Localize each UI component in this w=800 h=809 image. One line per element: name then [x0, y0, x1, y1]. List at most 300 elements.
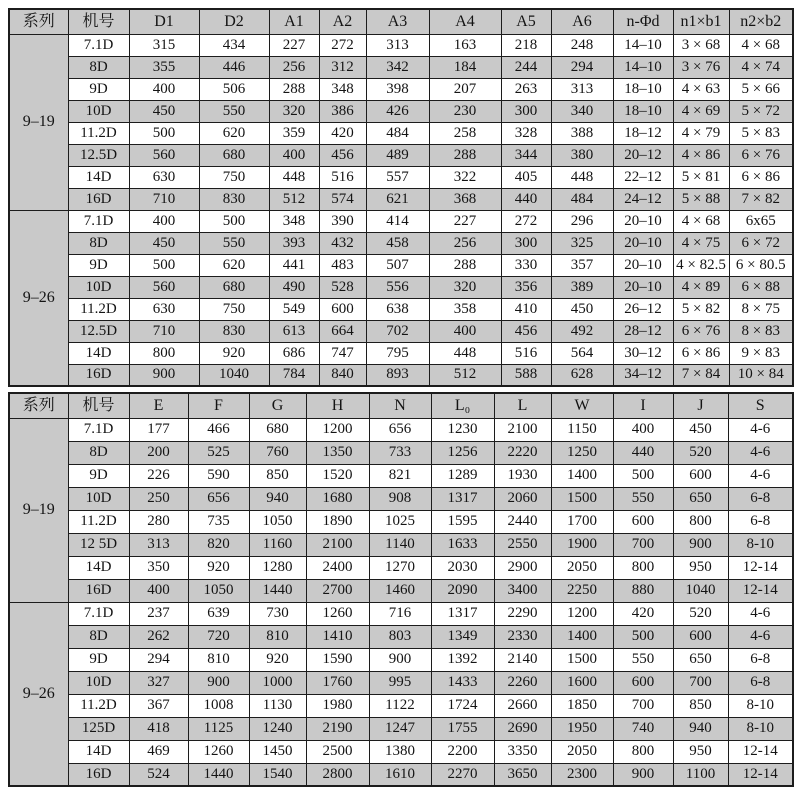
- value-cell: 448: [551, 166, 613, 188]
- column-header: H: [306, 393, 369, 418]
- value-cell: 2140: [494, 648, 551, 671]
- value-cell: 1040: [673, 579, 728, 602]
- value-cell: 6-8: [728, 671, 793, 694]
- value-cell: 850: [249, 464, 306, 487]
- value-cell: 1317: [431, 487, 494, 510]
- value-cell: 446: [199, 56, 269, 78]
- value-cell: 24–12: [613, 188, 673, 210]
- value-cell: 325: [551, 232, 613, 254]
- model-cell: 11.2D: [68, 694, 129, 717]
- table-row: [9, 717, 793, 740]
- value-cell: 2690: [494, 717, 551, 740]
- value-cell: 4-6: [728, 602, 793, 625]
- value-cell: 10 × 84: [729, 364, 793, 386]
- value-cell: 230: [429, 100, 501, 122]
- value-cell: 2550: [494, 533, 551, 556]
- value-cell: 390: [319, 210, 366, 232]
- value-cell: 1130: [249, 694, 306, 717]
- value-cell: 280: [129, 510, 188, 533]
- value-cell: 5 × 83: [729, 122, 793, 144]
- value-cell: 450: [129, 100, 199, 122]
- value-cell: 1850: [551, 694, 613, 717]
- column-header: L: [494, 393, 551, 418]
- value-cell: 1025: [369, 510, 431, 533]
- value-cell: 420: [613, 602, 673, 625]
- value-cell: 6 × 86: [673, 342, 729, 364]
- value-cell: 207: [429, 78, 501, 100]
- value-cell: 20–10: [613, 254, 673, 276]
- value-cell: 1260: [306, 602, 369, 625]
- value-cell: 5 × 88: [673, 188, 729, 210]
- value-cell: 686: [269, 342, 319, 364]
- table-row: [9, 625, 793, 648]
- value-cell: 638: [366, 298, 429, 320]
- value-cell: 348: [319, 78, 366, 100]
- value-cell: 710: [129, 188, 199, 210]
- value-cell: 2260: [494, 671, 551, 694]
- table-row: [9, 276, 793, 298]
- value-cell: 20–10: [613, 232, 673, 254]
- value-cell: 716: [369, 602, 431, 625]
- value-cell: 434: [199, 34, 269, 56]
- value-cell: 340: [551, 100, 613, 122]
- value-cell: 450: [551, 298, 613, 320]
- table-row: [9, 144, 793, 166]
- value-cell: 5 × 81: [673, 166, 729, 188]
- value-cell: 1317: [431, 602, 494, 625]
- value-cell: 414: [366, 210, 429, 232]
- model-cell: 8D: [68, 56, 129, 78]
- value-cell: 357: [551, 254, 613, 276]
- column-header: N: [369, 393, 431, 418]
- value-cell: 398: [366, 78, 429, 100]
- value-cell: 448: [429, 342, 501, 364]
- value-cell: 600: [673, 464, 728, 487]
- value-cell: 400: [269, 144, 319, 166]
- value-cell: 20–10: [613, 276, 673, 298]
- value-cell: 1633: [431, 533, 494, 556]
- value-cell: 20–10: [613, 210, 673, 232]
- value-cell: 1760: [306, 671, 369, 694]
- value-cell: 1680: [306, 487, 369, 510]
- model-cell: 12 5D: [68, 533, 129, 556]
- value-cell: 4-6: [728, 418, 793, 441]
- model-cell: 8D: [68, 441, 129, 464]
- column-header: D1: [129, 9, 199, 34]
- value-cell: 1440: [249, 579, 306, 602]
- value-cell: 4-6: [728, 464, 793, 487]
- value-cell: 920: [188, 556, 249, 579]
- value-cell: 1250: [551, 441, 613, 464]
- model-cell: 9D: [68, 648, 129, 671]
- value-cell: 4 × 68: [729, 34, 793, 56]
- model-cell: 125D: [68, 717, 129, 740]
- value-cell: 400: [613, 418, 673, 441]
- value-cell: 6 × 72: [729, 232, 793, 254]
- value-cell: 574: [319, 188, 366, 210]
- column-header: L₀: [431, 393, 494, 418]
- value-cell: 163: [429, 34, 501, 56]
- column-header: A4: [429, 9, 501, 34]
- series-label: 9–19: [9, 418, 68, 602]
- value-cell: 6-8: [728, 648, 793, 671]
- value-cell: 557: [366, 166, 429, 188]
- series-label: 9–19: [9, 34, 68, 210]
- value-cell: 2060: [494, 487, 551, 510]
- value-cell: 1500: [551, 648, 613, 671]
- value-cell: 1450: [249, 740, 306, 763]
- value-cell: 1140: [369, 533, 431, 556]
- value-cell: 500: [613, 625, 673, 648]
- value-cell: 621: [366, 188, 429, 210]
- header-row: [9, 393, 793, 418]
- value-cell: 2090: [431, 579, 494, 602]
- value-cell: 730: [249, 602, 306, 625]
- model-cell: 10D: [68, 276, 129, 298]
- value-cell: 1400: [551, 464, 613, 487]
- value-cell: 940: [673, 717, 728, 740]
- table-row: [9, 166, 793, 188]
- value-cell: 400: [429, 320, 501, 342]
- table-row: [9, 342, 793, 364]
- value-cell: 250: [129, 487, 188, 510]
- value-cell: 1600: [551, 671, 613, 694]
- value-cell: 300: [501, 100, 551, 122]
- value-cell: 1980: [306, 694, 369, 717]
- value-cell: 356: [501, 276, 551, 298]
- value-cell: 294: [129, 648, 188, 671]
- value-cell: 262: [129, 625, 188, 648]
- value-cell: 6 × 76: [673, 320, 729, 342]
- value-cell: 8-10: [728, 533, 793, 556]
- value-cell: 735: [188, 510, 249, 533]
- value-cell: 500: [129, 254, 199, 276]
- value-cell: 34–12: [613, 364, 673, 386]
- value-cell: 1950: [551, 717, 613, 740]
- model-cell: 9D: [68, 464, 129, 487]
- model-cell: 10D: [68, 100, 129, 122]
- value-cell: 680: [249, 418, 306, 441]
- value-cell: 263: [501, 78, 551, 100]
- value-cell: 2200: [431, 740, 494, 763]
- value-cell: 6 × 86: [729, 166, 793, 188]
- value-cell: 4 × 82.5: [673, 254, 729, 276]
- value-cell: 20–12: [613, 144, 673, 166]
- value-cell: 2030: [431, 556, 494, 579]
- value-cell: 750: [199, 166, 269, 188]
- model-cell: 16D: [68, 763, 129, 786]
- table-row: [9, 510, 793, 533]
- table-row: [9, 740, 793, 763]
- value-cell: 489: [366, 144, 429, 166]
- value-cell: 1610: [369, 763, 431, 786]
- value-cell: 2400: [306, 556, 369, 579]
- value-cell: 1280: [249, 556, 306, 579]
- value-cell: 1008: [188, 694, 249, 717]
- value-cell: 8 × 75: [729, 298, 793, 320]
- value-cell: 900: [129, 364, 199, 386]
- column-header: E: [129, 393, 188, 418]
- value-cell: 4-6: [728, 441, 793, 464]
- value-cell: 4 × 69: [673, 100, 729, 122]
- value-cell: 600: [319, 298, 366, 320]
- value-cell: 410: [501, 298, 551, 320]
- value-cell: 359: [269, 122, 319, 144]
- value-cell: 227: [269, 34, 319, 56]
- column-header: 系列: [9, 393, 68, 418]
- value-cell: 520: [673, 602, 728, 625]
- value-cell: 30–12: [613, 342, 673, 364]
- value-cell: 1289: [431, 464, 494, 487]
- value-cell: 950: [673, 556, 728, 579]
- value-cell: 4 × 79: [673, 122, 729, 144]
- value-cell: 418: [129, 717, 188, 740]
- value-cell: 893: [366, 364, 429, 386]
- value-cell: 469: [129, 740, 188, 763]
- value-cell: 400: [129, 78, 199, 100]
- model-cell: 12.5D: [68, 320, 129, 342]
- model-cell: 10D: [68, 487, 129, 510]
- model-cell: 16D: [68, 364, 129, 386]
- table-row: [9, 763, 793, 786]
- value-cell: 1050: [188, 579, 249, 602]
- value-cell: 26–12: [613, 298, 673, 320]
- value-cell: 4 × 86: [673, 144, 729, 166]
- value-cell: 4 × 74: [729, 56, 793, 78]
- value-cell: 800: [129, 342, 199, 364]
- value-cell: 6 × 76: [729, 144, 793, 166]
- value-cell: 4 × 89: [673, 276, 729, 298]
- model-cell: 7.1D: [68, 34, 129, 56]
- value-cell: 320: [429, 276, 501, 298]
- value-cell: 3 × 68: [673, 34, 729, 56]
- value-cell: 184: [429, 56, 501, 78]
- model-cell: 14D: [68, 342, 129, 364]
- value-cell: 820: [188, 533, 249, 556]
- value-cell: 272: [319, 34, 366, 56]
- value-cell: 1400: [551, 625, 613, 648]
- value-cell: 6 × 80.5: [729, 254, 793, 276]
- value-cell: 18–12: [613, 122, 673, 144]
- value-cell: 389: [551, 276, 613, 298]
- model-cell: 7.1D: [68, 418, 129, 441]
- series-label: 9–26: [9, 602, 68, 786]
- value-cell: 1240: [249, 717, 306, 740]
- value-cell: 900: [369, 648, 431, 671]
- value-cell: 272: [501, 210, 551, 232]
- table-row: [9, 648, 793, 671]
- value-cell: 700: [613, 694, 673, 717]
- value-cell: 8 × 83: [729, 320, 793, 342]
- model-cell: 8D: [68, 625, 129, 648]
- value-cell: 393: [269, 232, 319, 254]
- value-cell: 6x65: [729, 210, 793, 232]
- value-cell: 1433: [431, 671, 494, 694]
- value-cell: 600: [613, 671, 673, 694]
- value-cell: 6 × 88: [729, 276, 793, 298]
- value-cell: 1000: [249, 671, 306, 694]
- value-cell: 6-8: [728, 487, 793, 510]
- value-cell: 507: [366, 254, 429, 276]
- value-cell: 3400: [494, 579, 551, 602]
- value-cell: 630: [129, 298, 199, 320]
- value-cell: 810: [188, 648, 249, 671]
- value-cell: 550: [199, 100, 269, 122]
- value-cell: 440: [613, 441, 673, 464]
- column-header: 系列: [9, 9, 68, 34]
- value-cell: 313: [551, 78, 613, 100]
- value-cell: 7 × 84: [673, 364, 729, 386]
- value-cell: 312: [319, 56, 366, 78]
- value-cell: 8-10: [728, 694, 793, 717]
- value-cell: 550: [199, 232, 269, 254]
- value-cell: 830: [199, 188, 269, 210]
- column-header: n1×b1: [673, 9, 729, 34]
- value-cell: 177: [129, 418, 188, 441]
- value-cell: 556: [366, 276, 429, 298]
- value-cell: 1247: [369, 717, 431, 740]
- value-cell: 1900: [551, 533, 613, 556]
- value-cell: 458: [366, 232, 429, 254]
- value-cell: 350: [129, 556, 188, 579]
- value-cell: 1460: [369, 579, 431, 602]
- value-cell: 680: [199, 144, 269, 166]
- value-cell: 821: [369, 464, 431, 487]
- table-row: [9, 210, 793, 232]
- value-cell: 367: [129, 694, 188, 717]
- value-cell: 256: [429, 232, 501, 254]
- value-cell: 588: [501, 364, 551, 386]
- value-cell: 218: [501, 34, 551, 56]
- value-cell: 810: [249, 625, 306, 648]
- value-cell: 2900: [494, 556, 551, 579]
- value-cell: 525: [188, 441, 249, 464]
- value-cell: 1100: [673, 763, 728, 786]
- column-header: F: [188, 393, 249, 418]
- value-cell: 550: [613, 648, 673, 671]
- value-cell: 830: [199, 320, 269, 342]
- value-cell: 288: [429, 144, 501, 166]
- column-header: A2: [319, 9, 366, 34]
- table-row: [9, 254, 793, 276]
- value-cell: 400: [129, 210, 199, 232]
- spec-table-dimensions: [8, 8, 794, 387]
- value-cell: 710: [129, 320, 199, 342]
- value-cell: 800: [613, 740, 673, 763]
- value-cell: 490: [269, 276, 319, 298]
- value-cell: 747: [319, 342, 366, 364]
- model-cell: 8D: [68, 232, 129, 254]
- table-row: [9, 441, 793, 464]
- column-header: G: [249, 393, 306, 418]
- value-cell: 466: [188, 418, 249, 441]
- model-cell: 9D: [68, 78, 129, 100]
- value-cell: 908: [369, 487, 431, 510]
- value-cell: 12-14: [728, 579, 793, 602]
- value-cell: 2050: [551, 556, 613, 579]
- column-header: n2×b2: [729, 9, 793, 34]
- value-cell: 450: [673, 418, 728, 441]
- column-header: 机号: [68, 9, 129, 34]
- value-cell: 1200: [551, 602, 613, 625]
- model-cell: 16D: [68, 579, 129, 602]
- model-cell: 9D: [68, 254, 129, 276]
- value-cell: 500: [613, 464, 673, 487]
- value-cell: 288: [269, 78, 319, 100]
- value-cell: 506: [199, 78, 269, 100]
- value-cell: 288: [429, 254, 501, 276]
- value-cell: 4 × 68: [673, 210, 729, 232]
- model-cell: 7.1D: [68, 602, 129, 625]
- value-cell: 244: [501, 56, 551, 78]
- value-cell: 900: [673, 533, 728, 556]
- value-cell: 330: [501, 254, 551, 276]
- value-cell: 628: [551, 364, 613, 386]
- column-header: J: [673, 393, 728, 418]
- value-cell: 1230: [431, 418, 494, 441]
- value-cell: 313: [129, 533, 188, 556]
- value-cell: 1150: [551, 418, 613, 441]
- model-cell: 11.2D: [68, 122, 129, 144]
- value-cell: 650: [673, 487, 728, 510]
- value-cell: 300: [501, 232, 551, 254]
- value-cell: 590: [188, 464, 249, 487]
- value-cell: 800: [613, 556, 673, 579]
- column-header: A3: [366, 9, 429, 34]
- value-cell: 560: [129, 276, 199, 298]
- value-cell: 620: [199, 122, 269, 144]
- value-cell: 1260: [188, 740, 249, 763]
- value-cell: 1930: [494, 464, 551, 487]
- model-cell: 14D: [68, 166, 129, 188]
- value-cell: 237: [129, 602, 188, 625]
- value-cell: 405: [501, 166, 551, 188]
- model-cell: 10D: [68, 671, 129, 694]
- value-cell: 950: [673, 740, 728, 763]
- table-row: [9, 364, 793, 386]
- value-cell: 2300: [551, 763, 613, 786]
- table-row: [9, 464, 793, 487]
- table-row: [9, 694, 793, 717]
- value-cell: 550: [613, 487, 673, 510]
- table-row: [9, 487, 793, 510]
- value-cell: 520: [673, 441, 728, 464]
- value-cell: 2330: [494, 625, 551, 648]
- model-cell: 14D: [68, 740, 129, 763]
- value-cell: 22–12: [613, 166, 673, 188]
- value-cell: 344: [501, 144, 551, 166]
- value-cell: 720: [188, 625, 249, 648]
- value-cell: 750: [199, 298, 269, 320]
- table-row: [9, 188, 793, 210]
- value-cell: 900: [188, 671, 249, 694]
- value-cell: 296: [551, 210, 613, 232]
- value-cell: 1500: [551, 487, 613, 510]
- value-cell: 803: [369, 625, 431, 648]
- value-cell: 2290: [494, 602, 551, 625]
- value-cell: 1040: [199, 364, 269, 386]
- value-cell: 322: [429, 166, 501, 188]
- value-cell: 650: [673, 648, 728, 671]
- value-cell: 2220: [494, 441, 551, 464]
- value-cell: 1410: [306, 625, 369, 648]
- value-cell: 9 × 83: [729, 342, 793, 364]
- value-cell: 248: [551, 34, 613, 56]
- value-cell: 600: [673, 625, 728, 648]
- column-header: W: [551, 393, 613, 418]
- table-row: [9, 34, 793, 56]
- table-row: [9, 556, 793, 579]
